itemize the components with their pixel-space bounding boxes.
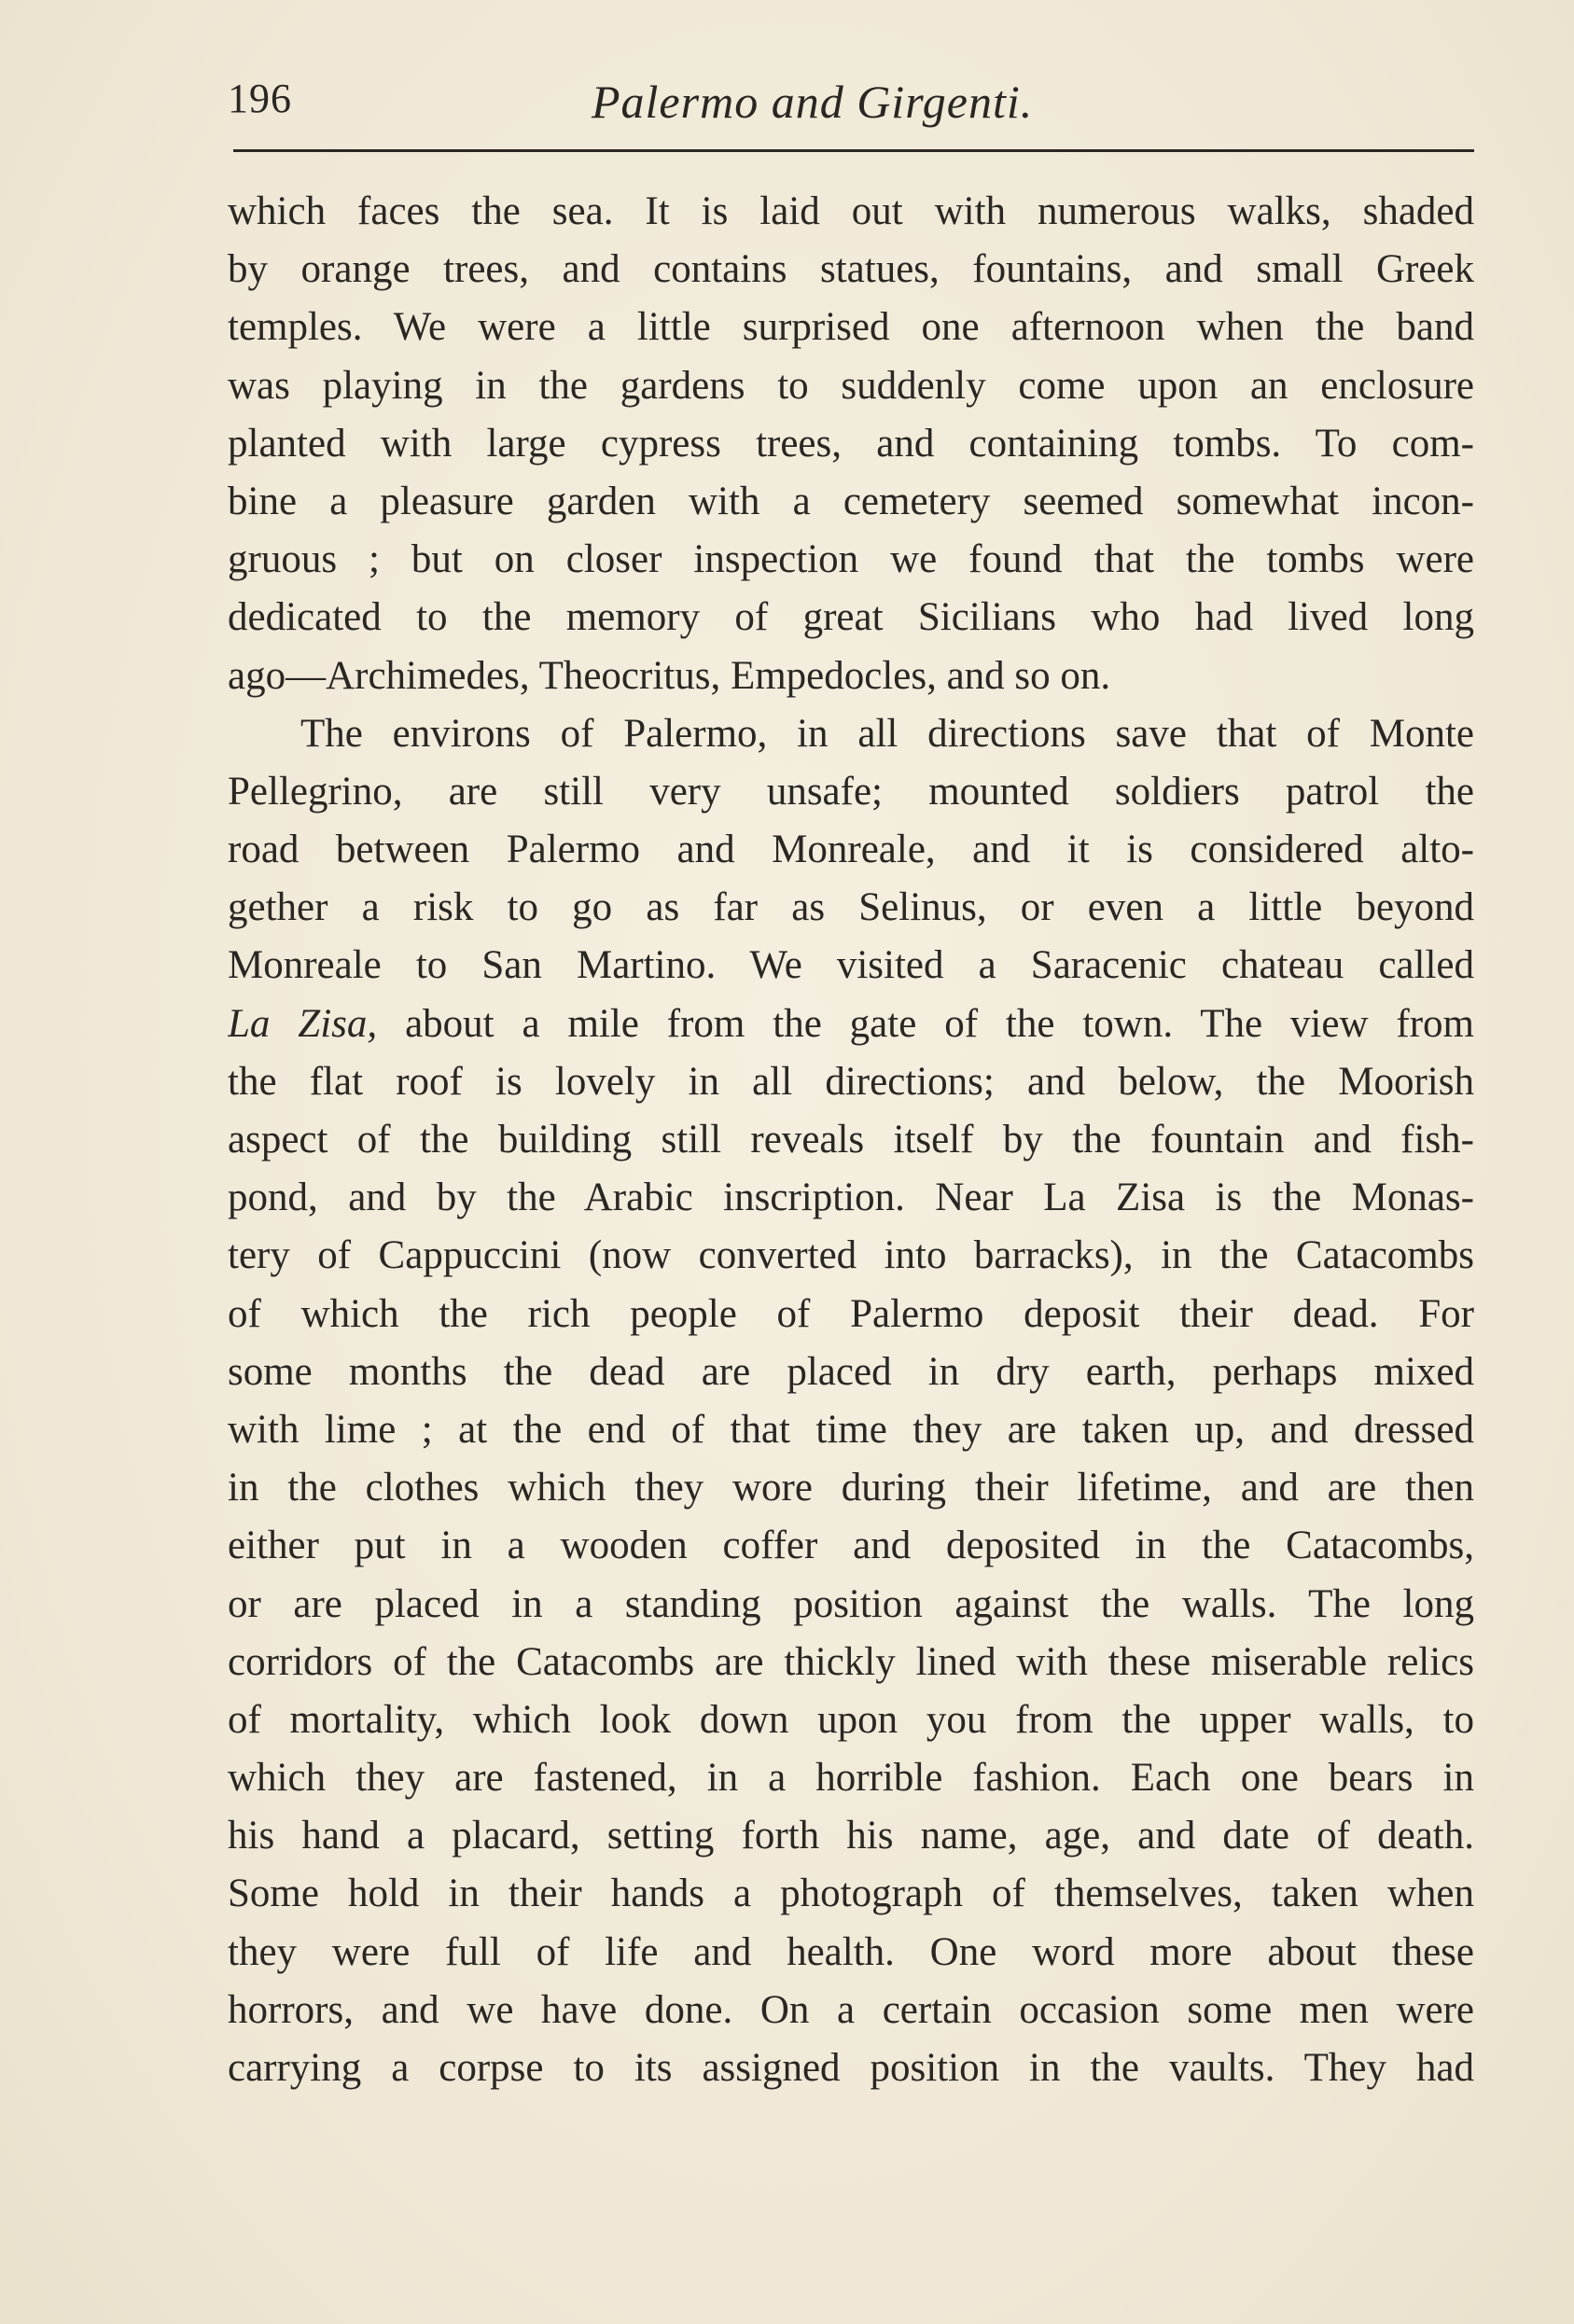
header-rule [233,149,1474,152]
text-line: bine a pleasure garden with a cemetery seemed somewhat incon- [228,479,1474,523]
text-line-rest: about a mile from the gate of the town. The view from [405,1001,1474,1046]
page-number: 196 [228,76,292,121]
text-line: gether a risk to go as far as Selinus, or even a little beyond [228,885,1474,930]
text-line: or are placed in a standing position against the walls. The long [228,1581,1474,1626]
page-header [228,75,1474,140]
text-line: in the clothes which they wore during their lifetime, and are then [228,1466,1474,1510]
text-line: which they are fastened, in a horrible fashion. Each one bears in [228,1756,1474,1801]
text-line: the flat roof is lovely in all directions; and below, the Moorish [228,1059,1474,1104]
text-line: they were full of life and health. One word more about these [228,1929,1474,1974]
text-line: road between Palermo and Monreale, and it is considered alto- [228,828,1474,872]
body-text [228,183,1474,2097]
text-line: Some hold in their hands a photograph of themselves, taken when [228,1872,1474,1916]
text-line: gruous ; but on closer inspection we found that the tombs were [228,537,1474,582]
text-line: Monreale to San Martino. We visited a Saracenic chateau called [228,943,1474,988]
text-line: pond, and by the Arabic inscription. Near La Zisa is the Monas- [228,1176,1474,1220]
text-line: by orange trees, and contains statues, fountains, and small Greek [228,247,1474,292]
text-line: of which the rich people of Palermo deposit their dead. For [228,1291,1474,1336]
italic-phrase: La Zisa, [228,1001,378,1046]
text-line: carrying a corpse to its assigned position in the vaults. They had [228,2046,1474,2090]
text-line [228,995,1474,1053]
text-line: his hand a placard, setting forth his name, age, and date of death. [228,1814,1474,1858]
text-line: temples. We were a little surprised one afternoon when the band [228,305,1474,350]
text-line: corridors of the Catacombs are thickly lined with these miserable relics [228,1639,1474,1684]
text-line: was playing in the gardens to suddenly come upon an enclosure [228,363,1474,408]
text-line: which faces the sea. It is laid out with numerous walks, shaded [228,189,1474,233]
text-line: Pellegrino, are still very unsafe; mounted soldiers patrol the [228,769,1474,814]
text-line: either put in a wooden coffer and deposited in the Catacombs, [228,1524,1474,1568]
text-line: planted with large cypress trees, and containing tombs. To com- [228,421,1474,466]
text-line: ago—Archimedes, Theocritus, Empedocles, and so on. [228,653,1111,698]
text-line: dedicated to the memory of great Sicilians who had lived long [228,595,1474,640]
text-line: of mortality, which look down upon you from the upper walls, to [228,1697,1474,1742]
text-line: horrors, and we have done. On a certain occasion some men were [228,1987,1474,2032]
text-line: some months the dead are placed in dry earth, perhaps mixed [228,1349,1474,1394]
text-line: aspect of the building still reveals itself by the fountain and fish- [228,1118,1474,1162]
running-title: Palermo and Girgenti. [592,76,1034,128]
text-line: tery of Cappuccini (now converted into barracks), in the Catacombs [228,1233,1474,1278]
text-line: The environs of Palermo, in all directions save that of Monte [300,711,1474,756]
text-line: with lime ; at the end of that time they are taken up, and dressed [228,1407,1474,1452]
